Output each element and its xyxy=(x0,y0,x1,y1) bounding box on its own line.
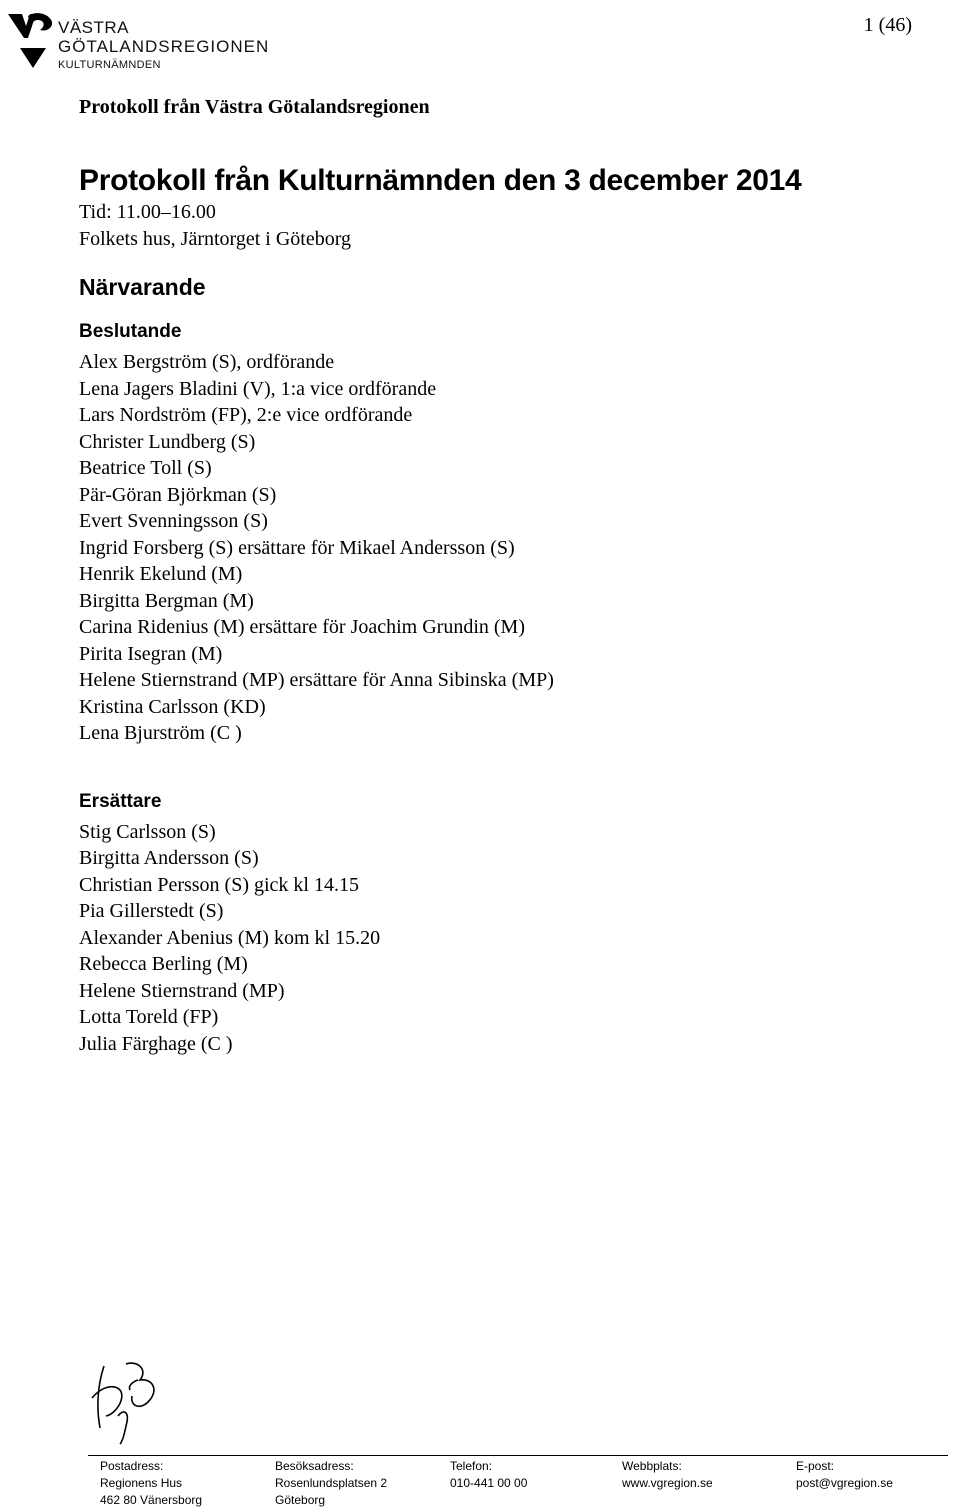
footer-label: E-post: xyxy=(796,1459,835,1473)
footer-label: Postadress: xyxy=(100,1459,164,1473)
email-link[interactable]: post@vgregion.se xyxy=(796,1476,893,1490)
footer-label: Webbplats: xyxy=(622,1459,682,1473)
footer-label: Telefon: xyxy=(450,1459,493,1473)
list-item: Pirita Isegran (M) xyxy=(79,642,223,665)
meeting-time: Tid: 11.00–16.00 xyxy=(79,201,216,223)
list-item: Carina Ridenius (M) ersättare för Joachim Grundin (M) xyxy=(79,616,525,638)
ersattare-list xyxy=(79,819,919,1058)
list-item: Ingrid Forsberg (S) ersättare för Mikael Andersson (S) xyxy=(79,536,515,559)
list-item: Alex Bergström (S), ordförande xyxy=(79,351,335,373)
list-item: Alexander Abenius (M) kom kl 15.20 xyxy=(79,926,381,949)
website-link[interactable]: www.vgregion.se xyxy=(622,1476,713,1490)
logo-line-1: VÄSTRA xyxy=(58,18,130,37)
list-item: Lena Jagers Bladini (V), 1:a vice ordförande xyxy=(79,377,437,400)
list-item: Lena Bjurström (C ) xyxy=(79,722,242,744)
footer-besoksadress xyxy=(275,1458,387,1509)
footer-value: 010-441 00 00 xyxy=(450,1476,528,1490)
document-title: Protokoll från Kulturnämnden den 3 december 2014 xyxy=(79,164,802,197)
meeting-location: Folkets hus, Järntorget i Göteborg xyxy=(79,227,352,250)
footer-webbplats xyxy=(622,1458,713,1492)
footer-value: Regionens Hus xyxy=(100,1476,183,1490)
attendance-heading: Närvarande xyxy=(79,274,206,300)
list-item: Christian Persson (S) gick kl 14.15 xyxy=(79,873,359,896)
list-item: Lars Nordström (FP), 2:e vice ordförande xyxy=(79,404,413,426)
vgr-emblem-icon xyxy=(6,8,56,68)
footer-telefon xyxy=(450,1458,527,1492)
ersattare-heading: Ersättare xyxy=(79,790,162,812)
list-item: Pär-Göran Björkman (S) xyxy=(79,483,277,506)
organization-logo xyxy=(6,8,270,71)
list-item: Evert Svenningsson (S) xyxy=(79,510,268,532)
list-item: Kristina Carlsson (KD) xyxy=(79,695,266,718)
list-item: Birgitta Andersson (S) xyxy=(79,847,259,869)
list-item: Helene Stiernstrand (MP) ersättare för Anna Sibinska (MP) xyxy=(79,669,554,691)
list-item: Julia Färghage (C ) xyxy=(79,1032,233,1055)
footer-value: Rosenlundsplatsen 2 xyxy=(275,1476,388,1490)
logo-line-2: GÖTALANDSREGIONEN xyxy=(58,37,270,56)
footer-epost xyxy=(796,1458,893,1492)
list-item: Beatrice Toll (S) xyxy=(79,457,212,479)
footer-value: Göteborg xyxy=(275,1493,326,1507)
list-item: Henrik Ekelund (M) xyxy=(79,563,243,585)
list-item: Christer Lundberg (S) xyxy=(79,430,256,453)
beslutande-list xyxy=(79,349,919,747)
list-item: Stig Carlsson (S) xyxy=(79,820,216,843)
list-item: Lotta Toreld (FP) xyxy=(79,1006,219,1028)
page-number: 1 (46) xyxy=(863,14,912,36)
list-item: Birgitta Bergman (M) xyxy=(79,589,254,612)
beslutande-heading: Beslutande xyxy=(79,321,182,342)
document-subtitle: Protokoll från Västra Götalandsregionen xyxy=(79,96,430,118)
footer-divider xyxy=(88,1455,948,1456)
list-item: Rebecca Berling (M) xyxy=(79,953,248,975)
list-item: Pia Gillerstedt (S) xyxy=(79,900,224,922)
footer-postadress xyxy=(100,1458,202,1509)
footer-value: 462 80 Vänersborg xyxy=(100,1493,203,1507)
document-body xyxy=(79,96,919,1057)
footer-label: Besöksadress: xyxy=(275,1459,354,1473)
list-item: Helene Stiernstrand (MP) xyxy=(79,979,285,1002)
logo-line-3: KULTURNÄMNDEN xyxy=(58,59,161,71)
signature-initials xyxy=(86,1356,176,1446)
